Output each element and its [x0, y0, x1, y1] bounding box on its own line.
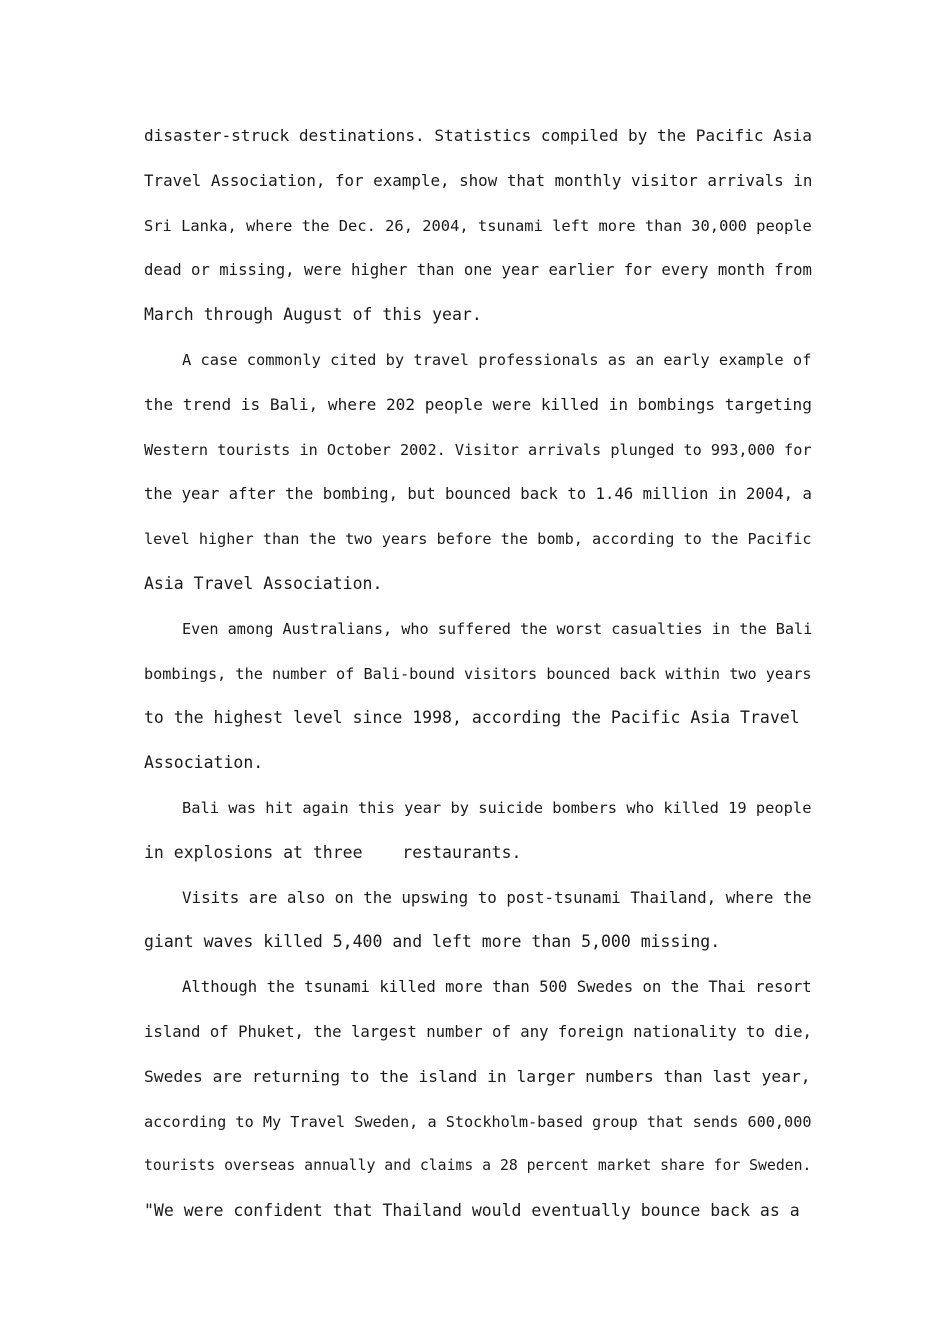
text-line: "We were confident that Thailand would eventually bounce back as a — [144, 1201, 800, 1221]
text-line: A case commonly cited by travel professionals as an early example of — [182, 350, 812, 369]
text-line: level higher than the two years before the bomb, according to the Pacific — [144, 530, 812, 549]
text-line: March through August of this year. — [144, 305, 482, 325]
text-line: in explosions at three restaurants. — [144, 842, 522, 862]
text-line: Travel Association, for example, show that monthly visitor arrivals in — [144, 170, 813, 190]
text-line: disaster-struck destinations. Statistics compiled by the Pacific Asia — [144, 126, 812, 145]
text-line: Western tourists in October 2002. Visitor arrivals plunged to 993,000 for — [144, 440, 812, 459]
paragraph — [144, 876, 812, 966]
text-line: the trend is Bali, where 202 people were killed in bombings targeting — [144, 394, 812, 414]
text-line: Sri Lanka, where the Dec. 26, 2004, tsunami left more than 30,000 people — [144, 216, 812, 235]
paragraph — [144, 965, 812, 1234]
paragraph — [144, 786, 812, 876]
document-body — [144, 114, 812, 1234]
text-line: according to My Travel Sweden, a Stockholm-based group that sends 600,000 — [144, 1112, 812, 1131]
text-line: giant waves killed 5,400 and left more than 5,000 missing. — [144, 932, 721, 952]
text-line: dead or missing, were higher than one year earlier for every month from — [144, 260, 812, 280]
text-line: to the highest level since 1998, according the Pacific Asia Travel — [144, 708, 800, 728]
text-line: Visits are also on the upswing to post-tsunami Thailand, where the — [182, 887, 812, 907]
text-line: Swedes are returning to the island in larger numbers than last year, — [144, 1066, 811, 1086]
paragraph — [144, 338, 812, 607]
text-line: Even among Australians, who suffered the worst casualties in the Bali — [182, 619, 813, 638]
text-line: island of Phuket, the largest number of any foreign nationality to die, — [144, 1021, 812, 1041]
text-line: the year after the bombing, but bounced back to 1.46 million in 2004, a — [144, 484, 812, 504]
text-line: Asia Travel Association. — [144, 573, 383, 593]
text-line: Although the tsunami killed more than 500 Swedes on the Thai resort — [182, 978, 812, 997]
paragraph — [144, 607, 812, 786]
text-line: tourists overseas annually and claims a 28 percent market share for Sweden. — [144, 1157, 812, 1175]
text-line: Bali was hit again this year by suicide bombers who killed 19 people — [182, 798, 812, 817]
text-line: bombings, the number of Bali-bound visitors bounced back within two years — [144, 664, 812, 683]
paragraph — [144, 114, 812, 338]
text-line: Association. — [144, 753, 264, 773]
